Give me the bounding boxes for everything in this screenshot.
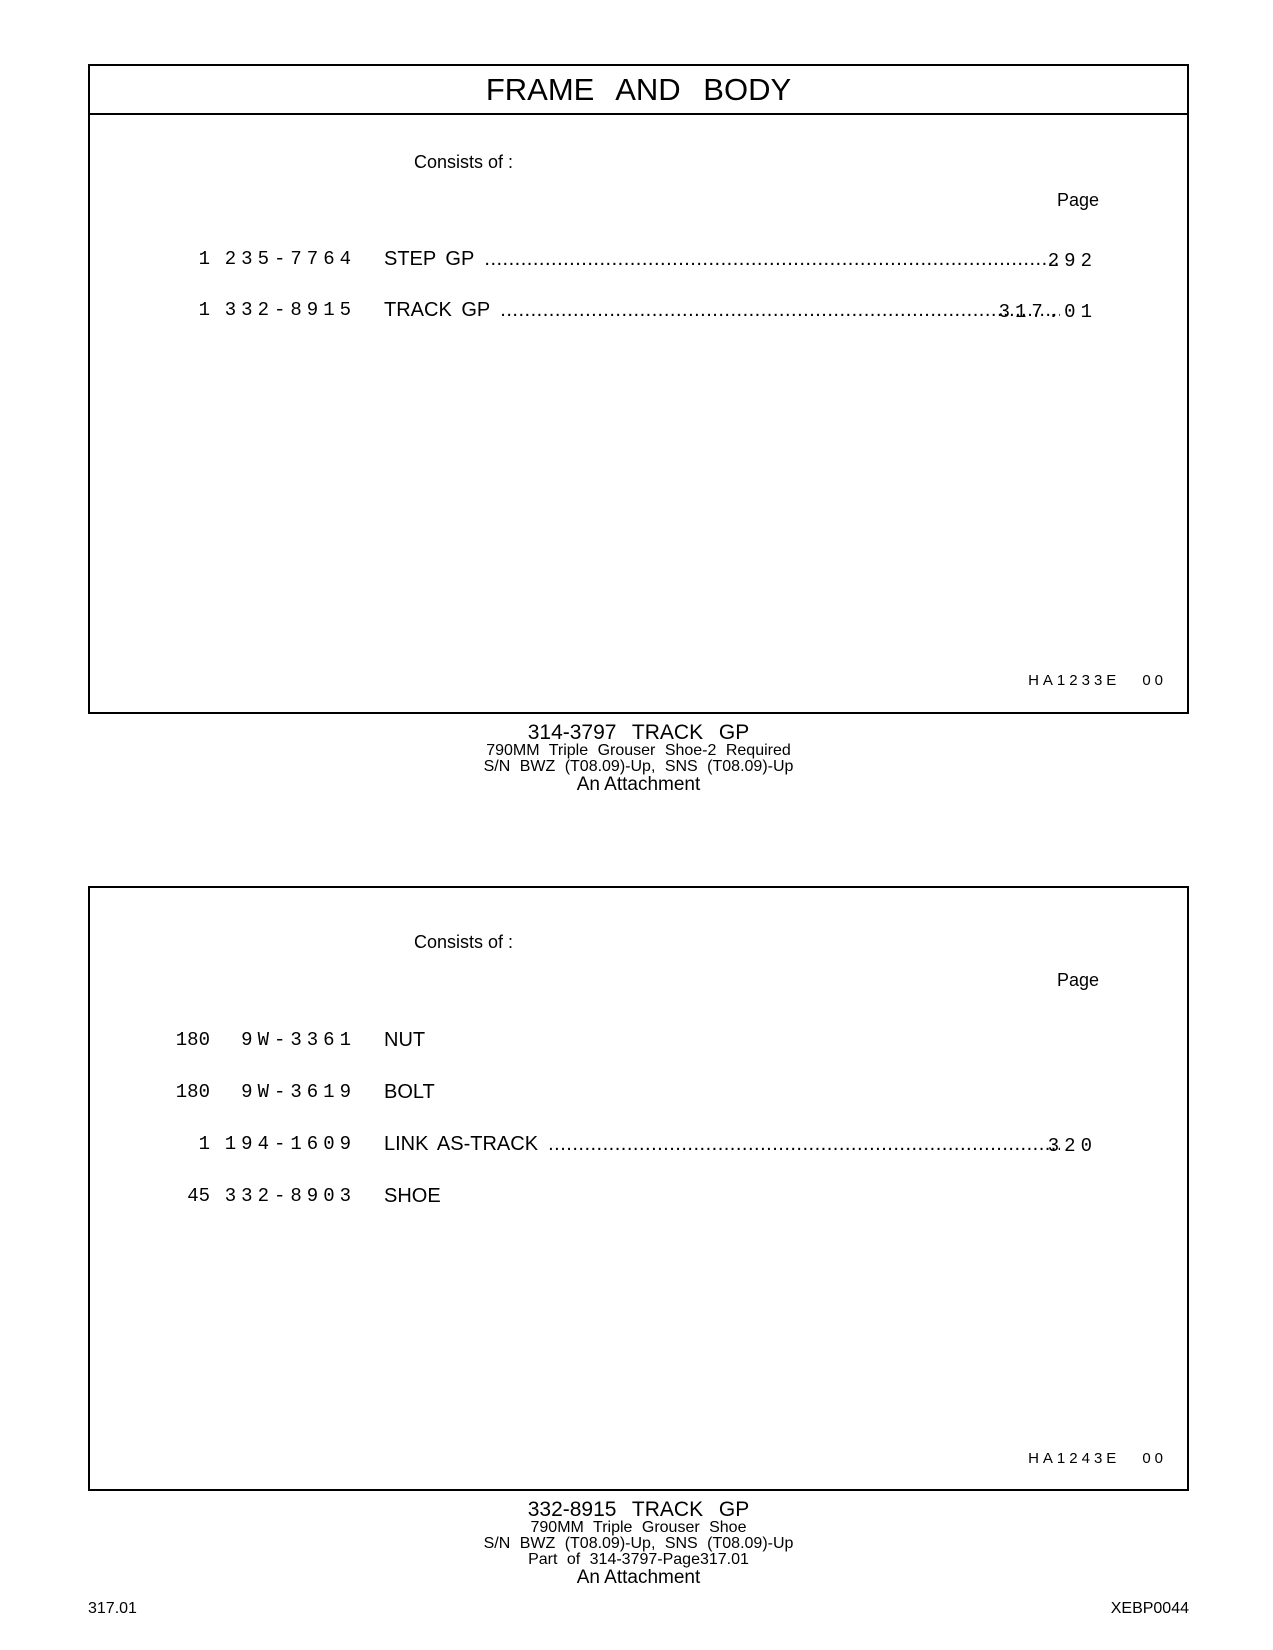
row-page-reference[interactable]: 317.01 [998,301,1097,323]
parts-box-frame-and-body [88,64,1189,714]
parts-row [90,248,1187,274]
page-column-header: Page [1056,970,1099,990]
caption-attachment: An Attachment [576,1567,701,1588]
reference-revision: 00 [1142,672,1167,689]
group-caption-314-3797 [88,722,1189,794]
caption-title: 332-8915 TRACK GP [527,1498,750,1521]
group-caption-332-8915 [88,1499,1189,1587]
illustration-reference [1028,1450,1167,1467]
illustration-reference [1028,672,1167,689]
row-page-reference[interactable]: 320 [1047,1135,1097,1157]
row-description: STEP GP ..... [384,248,1060,271]
parts-row [90,1029,1187,1055]
footer-page-number: 317.01 [88,1600,137,1617]
row-quantity: 180 [175,1081,210,1103]
caption-description: 790MM Triple Grouser Shoe [530,1519,747,1536]
parts-row [90,1185,1187,1211]
caption-title: 314-3797 TRACK GP [527,721,750,744]
caption-description: 790MM Triple Grouser Shoe-2 Required [486,742,791,759]
row-quantity: 180 [175,1029,210,1051]
parts-row [90,1133,1187,1159]
caption-serial-range: S/N BWZ (T08.09)-Up, SNS (T08.09)-Up [483,758,794,775]
row-part-number: 332-8903 [224,1185,356,1207]
caption-attachment: An Attachment [576,774,701,795]
row-description: BOLT [384,1081,435,1103]
parts-box-track-gp [88,886,1189,1491]
page-column-header: Page [1056,190,1099,210]
row-part-number: 9W-3619 [241,1081,356,1103]
row-quantity: 45 [187,1185,210,1207]
reference-revision: 00 [1142,1450,1167,1467]
row-quantity: 1 [198,299,210,321]
consists-of-label: Consists of : [414,152,514,172]
row-part-number: 194-1609 [224,1133,356,1155]
row-quantity: 1 [198,248,210,270]
row-description: NUT [384,1029,426,1051]
footer-document-code: XEBP0044 [1110,1600,1189,1617]
caption-part-of: Part of 314-3797-Page317.01 [528,1551,749,1568]
row-part-number: 9W-3361 [241,1029,356,1051]
row-page-reference[interactable]: 292 [1047,250,1097,272]
parts-row [90,1081,1187,1107]
reference-code: HA1233E [1028,672,1121,689]
row-description: TRACK GP ..... [384,299,1060,322]
row-description: SHOE [384,1185,441,1207]
row-description: LINK AS-TRACK ..... [384,1133,1060,1156]
caption-serial-range: S/N BWZ (T08.09)-Up, SNS (T08.09)-Up [483,1535,794,1552]
reference-code: HA1243E [1028,1450,1121,1467]
row-quantity: 1 [198,1133,210,1155]
row-part-number: 332-8915 [224,299,356,321]
row-part-number: 235-7764 [224,248,356,270]
consists-of-label: Consists of : [414,932,514,952]
parts-row [90,299,1187,325]
section-title: FRAME AND BODY [90,66,1187,115]
